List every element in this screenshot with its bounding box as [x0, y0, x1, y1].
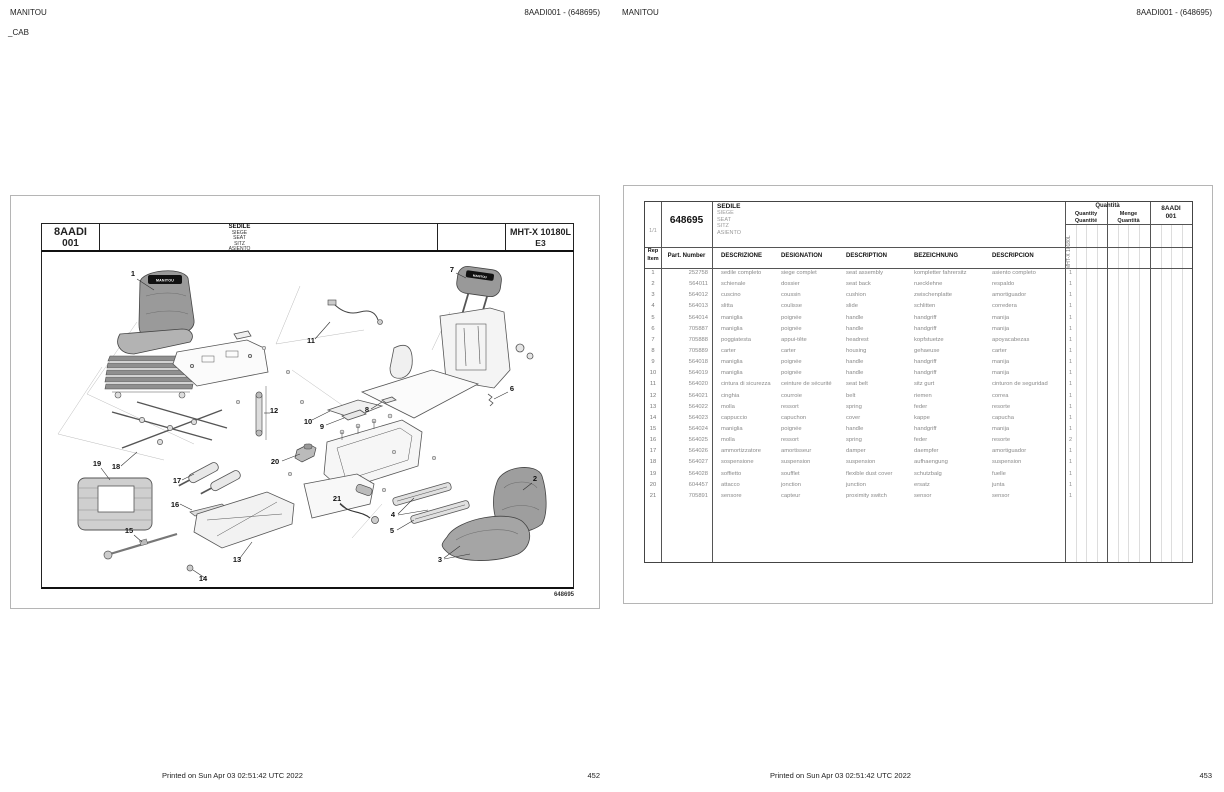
doc-ref-right: 8AADI001 - (648695) [1136, 8, 1212, 17]
cell: amortisseur [781, 448, 812, 455]
cell: poignée [781, 370, 802, 377]
cell: ammortizzatore [721, 448, 761, 455]
cell: ceinture de sécurité [781, 381, 832, 388]
page-code-sub: 001 [62, 238, 79, 249]
page-code: 8AADI [1161, 205, 1181, 212]
cell: 564026 [688, 448, 708, 455]
seat-cushion-illustration [442, 516, 530, 560]
cell: capuchon [781, 414, 807, 421]
qty-header-title: Quantità [1095, 203, 1120, 209]
cell: 705891 [688, 492, 708, 499]
callout-10: 10 [303, 417, 313, 426]
callout-9: 9 [319, 422, 325, 431]
cell: handgriff [914, 370, 937, 377]
cell: maniglia [721, 370, 743, 377]
cell: maniglia [721, 314, 743, 321]
cell: cintura di sicurezza [721, 381, 771, 388]
scissor-linkage-illustration [112, 402, 227, 448]
cell: carter [721, 347, 736, 354]
headrest-logo-text: MANITOU [472, 273, 487, 280]
cell: sensor [914, 492, 932, 499]
cell: flexible dust cover [846, 470, 893, 477]
cell: 1 [1069, 414, 1073, 421]
cell: feder [914, 403, 928, 410]
cell: sedile completo [721, 270, 762, 276]
table-row [645, 402, 1192, 413]
cell: 1 [1069, 481, 1073, 488]
cell: 1 [1069, 392, 1073, 399]
seat-assembly-illustration [105, 271, 194, 398]
cell: 564021 [688, 392, 708, 399]
callout-2: 2 [532, 474, 538, 483]
cell: schutzbalg [914, 470, 942, 477]
cell: 1 [1069, 381, 1073, 388]
callout-17: 17 [172, 476, 182, 485]
assembly-name-it: SEDILE [717, 203, 741, 210]
cell: maniglia [721, 359, 743, 366]
cell: sensore [721, 492, 742, 499]
cell: 1 [1069, 470, 1073, 477]
assembly-name-es: ASIENTO [717, 229, 742, 236]
cell: 4 [651, 303, 655, 310]
cell: schlitten [914, 303, 936, 310]
cell: soffietto [721, 470, 742, 477]
model-revision: E3 [535, 238, 546, 248]
cell: cappuccio [721, 414, 748, 421]
cell: carter [992, 347, 1007, 354]
cell: jonction [781, 481, 801, 488]
cell: maniglia [721, 425, 743, 432]
cell: 564011 [689, 281, 708, 288]
printed-on-right: Printed on Sun Apr 03 02:51:42 UTC 2022 [770, 771, 911, 780]
table-row [645, 379, 1192, 390]
cell: 564012 [688, 292, 708, 299]
table-row [645, 480, 1192, 491]
col-header-item: Item [647, 255, 659, 262]
cell: 1 [1069, 425, 1073, 432]
cell: 564013 [688, 303, 708, 310]
table-row [645, 357, 1192, 368]
cell: 5 [651, 314, 655, 321]
cell: 8 [651, 347, 655, 354]
callout-3: 3 [437, 555, 443, 564]
assembly-name-en: SEAT [717, 216, 731, 223]
table-row [645, 457, 1192, 468]
cell: manija [992, 359, 1010, 366]
table-row [645, 268, 1192, 279]
cell: 564018 [688, 359, 708, 366]
cell: handgriff [914, 325, 937, 332]
callout-4: 4 [390, 510, 396, 519]
callout-6: 6 [509, 384, 515, 393]
table-row [645, 491, 1192, 502]
table-body [645, 268, 1192, 502]
assembly-names [172, 225, 307, 253]
cell: 15 [649, 425, 657, 432]
assembly-name-de: SITZ [234, 240, 245, 247]
cell: fuelle [992, 470, 1006, 477]
qty-header-de: Menge [1119, 210, 1138, 217]
cell: 1 [1069, 281, 1073, 288]
cell: ressort [781, 437, 799, 444]
table-row [645, 469, 1192, 480]
cell: 604457 [688, 481, 708, 488]
brand-left: MANITOU [10, 8, 47, 17]
cell: cushion [846, 292, 866, 299]
cell: asiento completo [992, 270, 1036, 276]
cell: handgriff [914, 425, 937, 432]
cell: handle [846, 325, 864, 332]
table-row [645, 346, 1192, 357]
cell: amortiguador [992, 292, 1027, 299]
page-code: 8AADI [53, 226, 87, 238]
parts-list-page-frame [623, 185, 1213, 604]
cell: capucha [992, 414, 1014, 421]
callout-12: 12 [269, 406, 279, 415]
assembly-name-es: ASIENTO [228, 246, 251, 253]
col-header-description: DESCRIPTION [846, 253, 888, 259]
cell: sospensione [721, 459, 754, 466]
bolt-item-14 [187, 565, 193, 571]
cell: manija [992, 370, 1010, 377]
cell: 10 [649, 370, 657, 377]
cell: 1 [1069, 492, 1073, 499]
lower-frame-illustration [194, 492, 294, 548]
cell: ruecklehne [914, 281, 943, 288]
cell: ersatz [914, 481, 930, 488]
cell: 3 [651, 292, 655, 299]
seat-logo-text: MANITOU [155, 278, 175, 283]
cell: attacco [721, 481, 740, 488]
cell: poignée [781, 359, 802, 366]
cell: carter [781, 347, 796, 354]
cell: 21 [649, 492, 657, 499]
cell: belt [846, 392, 856, 399]
cell: poignée [781, 425, 802, 432]
diagram-title-block [41, 223, 574, 252]
page-code-sub: 001 [1165, 213, 1177, 220]
cell: seat assembly [846, 270, 884, 276]
cell: cinghia [721, 392, 740, 399]
cell: sitz gurt [914, 381, 935, 388]
sheet-index: 1/1 [649, 228, 657, 234]
cell: 564024 [688, 425, 708, 432]
exploded-diagram [41, 252, 574, 589]
cell: 1 [1069, 403, 1073, 410]
cell: siege complet [781, 270, 817, 276]
callout-8: 8 [364, 405, 370, 414]
cell: proximity switch [846, 492, 887, 499]
cell: 564028 [688, 470, 708, 477]
cell: suspension [846, 459, 876, 466]
cell: seat belt [846, 381, 868, 388]
cell: handle [846, 370, 864, 377]
page-code-cell [42, 224, 100, 250]
title-divider [437, 224, 438, 250]
cell: maniglia [721, 325, 743, 332]
cell: 564025 [688, 437, 708, 444]
table-row [645, 290, 1192, 301]
cell: courroie [781, 392, 802, 399]
assembly-name-de: SITZ [717, 223, 729, 230]
bracket-illustration [295, 444, 316, 462]
cell: 564019 [688, 370, 708, 377]
cell: 2 [651, 281, 655, 288]
cell: 13 [649, 403, 657, 410]
cell: 16 [649, 437, 657, 444]
cell: 1 [1069, 359, 1073, 366]
cell: 1 [1069, 347, 1073, 354]
cell: resorte [992, 437, 1011, 444]
callout-11: 11 [307, 336, 315, 345]
cell: headrest [846, 336, 869, 343]
cell: respaldo [992, 281, 1015, 288]
cell: 705888 [688, 336, 708, 343]
qty-header-en: Quantity [1074, 210, 1098, 217]
table-row [645, 324, 1192, 335]
table-row [645, 301, 1192, 312]
cell: 1 [1069, 325, 1073, 332]
cell: slide [846, 303, 858, 310]
callout-16: 16 [170, 500, 180, 509]
parts-table [644, 201, 1193, 563]
cell: seat back [846, 281, 871, 288]
cell: molla [721, 437, 735, 444]
cell: handle [846, 359, 864, 366]
cell: kompletter fahrersitz [914, 270, 967, 276]
cell: 1 [1069, 459, 1073, 466]
callout-18: 18 [111, 462, 121, 471]
cell: kopfstuetze [914, 336, 944, 343]
assembly-name-it: SEDILE [228, 224, 251, 230]
callout-13: 13 [232, 555, 242, 564]
cell: feder [914, 437, 928, 444]
cell: 17 [649, 448, 657, 455]
rod-illustration [104, 534, 193, 571]
cell: 1 [1069, 336, 1073, 343]
col-header-descripcion: DESCRIPCION [992, 253, 1034, 259]
doc-ref-left: 8AADI001 - (648695) [524, 8, 600, 17]
cell: handle [846, 314, 864, 321]
cell: 1 [1069, 448, 1073, 455]
cell: poignée [781, 314, 802, 321]
cell: suspension [781, 459, 811, 466]
callout-1: 1 [130, 269, 136, 278]
assembly-name-fr: SIEGE [231, 229, 248, 236]
cell: resorte [992, 403, 1011, 410]
col-header-bezeichnung: BEZEICHNUNG [914, 253, 959, 259]
cell: 6 [651, 325, 655, 332]
cell: housing [846, 347, 867, 354]
cell: handle [846, 425, 864, 432]
seat-pan-illustration [304, 474, 379, 524]
rule [645, 247, 1192, 248]
cell: spring [846, 437, 862, 444]
model-cell [505, 224, 575, 250]
callout-15: 15 [124, 526, 134, 535]
cell: 9 [651, 359, 655, 366]
cell: apoyacabezas [992, 336, 1030, 343]
table-row [645, 424, 1192, 435]
table-row [645, 279, 1192, 290]
rule [1065, 224, 1192, 225]
cell: manija [992, 425, 1010, 432]
diagram-page-frame [10, 195, 600, 609]
cable-assembly-illustration [328, 300, 383, 325]
col-header-descrizione: DESCRIZIONE [721, 253, 763, 259]
cell: daempfer [914, 448, 939, 455]
cell: aufhaengung [914, 459, 948, 466]
cell: 705887 [688, 325, 708, 332]
cell: cuscino [721, 292, 741, 299]
cell: schienale [721, 281, 746, 288]
model-name: MHT-X 10180L [509, 227, 572, 237]
table-row [645, 446, 1192, 457]
cell: cinturon de seguridad [992, 381, 1048, 388]
cell: ressort [781, 403, 799, 410]
cell: 1 [1069, 292, 1073, 299]
cell: appui-tête [781, 336, 807, 343]
figure-number: 648695 [553, 592, 574, 598]
cell: riemen [914, 392, 932, 399]
cell: gehaeuse [914, 347, 940, 354]
assembly-names [717, 204, 741, 236]
cell: 1 [1069, 270, 1073, 276]
page-number-right: 453 [1199, 771, 1212, 780]
table-row [645, 391, 1192, 402]
cell: slitta [721, 303, 733, 310]
cell: junction [846, 481, 866, 488]
col-header-designation: DESIGNATION [781, 253, 823, 259]
cell: 705889 [688, 347, 708, 354]
cell: molla [721, 403, 735, 410]
table-row [645, 335, 1192, 346]
col-header-rep: Rep [647, 248, 659, 254]
cell: damper [846, 448, 866, 455]
qty-header-it: Quantità [1117, 217, 1140, 224]
cell: 564027 [688, 459, 708, 466]
cell: handgriff [914, 359, 937, 366]
printed-on-left: Printed on Sun Apr 03 02:51:42 UTC 2022 [162, 771, 303, 780]
callout-21: 21 [332, 494, 342, 503]
cell: manija [992, 325, 1010, 332]
col-header-part-number: Part. Number [667, 253, 706, 259]
cell: 2 [1069, 437, 1073, 444]
cell: 19 [649, 470, 657, 477]
cell: poggiatesta [721, 336, 751, 343]
callout-14: 14 [198, 574, 208, 583]
cell: coussin [781, 292, 801, 299]
cell: 564022 [688, 403, 708, 410]
cell: coulisse [781, 303, 802, 310]
cell: poignée [781, 325, 802, 332]
cell: sensor [992, 492, 1010, 499]
cell: 11 [649, 381, 657, 388]
cell: kappe [914, 414, 930, 421]
cell: 7 [651, 336, 655, 343]
page-number-left: 452 [587, 771, 600, 780]
table-row [645, 313, 1192, 324]
brand-right: MANITOU [622, 8, 659, 17]
cell: 564014 [688, 314, 708, 321]
cell: 252758 [688, 270, 708, 276]
slide-rails-illustration [392, 482, 470, 524]
callout-5: 5 [389, 526, 395, 535]
cell: corredera [992, 303, 1017, 310]
table-row [645, 413, 1192, 424]
cell: 1 [1069, 370, 1073, 377]
cell: 12 [649, 392, 657, 399]
damper-illustration [177, 461, 242, 498]
cell: correa [992, 392, 1009, 399]
callout-7: 7 [449, 265, 455, 274]
assembly-name-en: SEAT [233, 235, 246, 242]
model-vertical-label: MHT-X 10180L [1065, 235, 1072, 269]
cell: 14 [649, 414, 657, 421]
cell: 18 [649, 459, 657, 466]
cell: zwischenplatte [914, 292, 953, 299]
assembly-name-fr: SIEGE [717, 210, 734, 217]
cell: soufflet [781, 470, 800, 477]
cell: amortiguador [992, 448, 1027, 455]
cell: manija [992, 314, 1010, 321]
cell: capteur [781, 492, 801, 499]
table-row [645, 435, 1192, 446]
cell: 1 [651, 270, 655, 276]
cell: 1 [1069, 314, 1073, 321]
section-label-cab: _CAB [8, 28, 29, 37]
assembly-part-number: 648695 [669, 215, 704, 226]
qty-header-fr: Quantité [1074, 217, 1098, 224]
callout-20: 20 [270, 457, 280, 466]
cell: 564023 [688, 414, 708, 421]
table-row [645, 368, 1192, 379]
cell: spring [846, 403, 862, 410]
cell: cover [846, 414, 861, 421]
cell: 1 [1069, 303, 1073, 310]
cell: junta [992, 481, 1005, 488]
cell: handgriff [914, 314, 937, 321]
cell: suspension [992, 459, 1022, 466]
bellows-illustration [78, 478, 152, 530]
cell: dossier [781, 281, 800, 288]
cell: 20 [649, 481, 657, 488]
cell: 564020 [688, 381, 708, 388]
callout-19: 19 [92, 459, 102, 468]
